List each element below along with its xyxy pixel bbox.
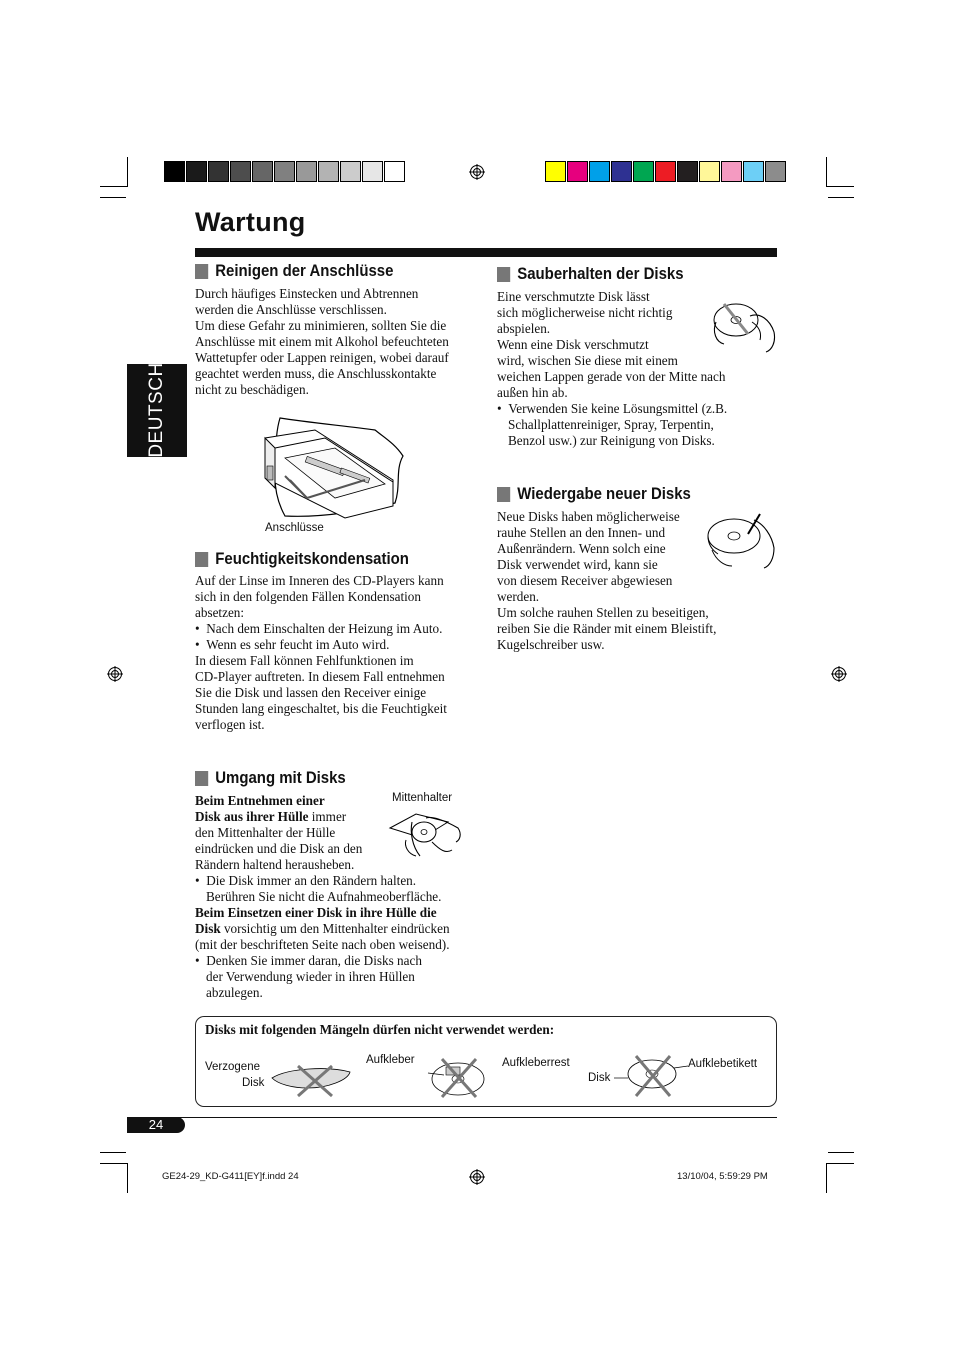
crop-mark: [826, 1163, 827, 1193]
label-warped-1: Verzogene: [205, 1061, 260, 1073]
footer-rule: [127, 1117, 777, 1118]
disk-wiping-illustration: [708, 292, 780, 354]
crop-mark: [828, 1152, 854, 1153]
process-swatch: [611, 161, 632, 182]
warped-disk-icon: [268, 1058, 354, 1100]
disk-edge-rubbing-illustration: [702, 510, 776, 572]
text-kondensation: Auf der Linse im Inneren des CD-Players kann sich in den folgenden Fällen Kondensation absetzen: • Nach dem Einschalten der Heizung im Auto. • Wenn es sehr feucht im Auto wird. In diesem Fall können Fehlfunktionen im CD-Player auftreten. In diesem Fall entnehmen Sie die Disk und lassen den Receiver einige Stunden lang eingeschaltet, bis die Feuchtigkeit verflogen ist.: [195, 573, 447, 732]
text-umgang: Beim Entnehmen einer Disk aus ihrer Hülle immer den Mittenhalter der Hülle eindrücken und die Disk an den Rändern haltend herausheben. • Die Disk immer an den Rändern halten. Berühren Sie nicht die Aufnahmeoberfläche. Beim Einsetzen einer Disk in ihre Hülle die Disk vorsichtig um den Mittenhalter eindrücken (mit der beschrifteten Seite nach oben weisend). • Denken Sie immer daran, die Disks nach der Verwendung wieder in ihren Hüllen abzulegen.: [195, 793, 450, 1000]
text-sauber: Eine verschmutzte Disk lässt sich möglicherweise nicht richtig abspielen. Wenn eine Disk verschmutzt wird, wischen Sie diese mit einem weichen Lappen gerade von der Mitte nach außen hin ab. • Verwenden Sie keine Lösungsmittel (z.B. Schallplattenreiniger, Spray, Terpentin, Benzol usw.) zur Reinigung von Disks.: [497, 289, 728, 448]
heading-square-icon: [497, 487, 510, 502]
gray-swatch: [296, 161, 317, 182]
crop-mark: [826, 157, 827, 187]
crop-mark: [127, 157, 128, 187]
crop-mark: [100, 1163, 128, 1164]
crop-mark: [828, 197, 854, 198]
heading-square-icon: [195, 264, 208, 279]
gray-swatch: [186, 161, 207, 182]
page-number: 24: [127, 1117, 185, 1133]
registration-mark-icon: [469, 164, 485, 180]
footer-file: GE24-29_KD-G411[EY]f.indd 24: [162, 1171, 299, 1182]
registration-mark-icon: [469, 1169, 485, 1185]
label-disk-icon: [612, 1052, 688, 1100]
footer-timestamp: 13/10/04, 5:59:29 PM: [677, 1171, 768, 1182]
crop-mark: [826, 1163, 854, 1164]
heading-kondensation: Feuchtigkeitskondensation: [195, 549, 409, 569]
gray-swatch: [362, 161, 383, 182]
process-swatch: [567, 161, 588, 182]
heading-umgang: Umgang mit Disks: [195, 768, 346, 788]
sticker-disk-icon: [426, 1055, 488, 1101]
label-residue: Aufkleberrest: [502, 1057, 570, 1069]
gray-swatch: [318, 161, 339, 182]
title-rule: [195, 248, 777, 257]
text-neue: Neue Disks haben möglicherweise rauhe Stellen an den Innen- und Außenrändern. Wenn solch eine Disk verwendet wird, kann sie von diesem Receiver abgewiesen werden. Um solche rauhen Stellen zu beseitigen, reiben Sie die Ränder mit einem Bleistift, Kugelschreiber usw.: [497, 509, 717, 652]
process-swatch: [765, 161, 786, 182]
gray-swatch: [230, 161, 251, 182]
crop-mark: [127, 1163, 128, 1193]
label-disk: Disk: [588, 1072, 611, 1084]
registration-mark-icon: [107, 666, 123, 682]
process-swatch: [743, 161, 764, 182]
process-swatch: [545, 161, 566, 182]
caption-mittenhalter: Mittenhalter: [392, 792, 453, 804]
page-title: Wartung: [195, 207, 306, 237]
heading-square-icon: [195, 552, 208, 567]
heading-square-icon: [497, 267, 510, 282]
caption-anschluesse: Anschlüsse: [265, 522, 324, 534]
warning-title: Disks mit folgenden Mängeln dürfen nicht verwendet werden:: [205, 1022, 555, 1037]
registration-mark-icon: [831, 666, 847, 682]
gray-swatch: [384, 161, 405, 182]
heading-square-icon: [195, 771, 208, 786]
process-swatch: [589, 161, 610, 182]
gray-swatch: [208, 161, 229, 182]
language-tab: [127, 364, 187, 457]
process-swatch: [721, 161, 742, 182]
crop-mark: [826, 186, 854, 187]
gray-swatch: [164, 161, 185, 182]
label-sticker: Aufkleber: [366, 1054, 415, 1066]
gray-swatch: [340, 161, 361, 182]
text-anschluesse: Durch häufiges Einstecken und Abtrennen werden die Anschlüsse verschlissen. Um diese Gefahr zu minimieren, sollten Sie die Anschlüsse mit einem mit Alkohol befeuchteten Wattetupfer oder Lappen reinigen, wobei darauf geachtet werden muss, die Anschlusskontakte nicht zu beschädigen.: [195, 286, 449, 397]
grayscale-color-bar: [164, 161, 406, 183]
crop-mark: [100, 186, 128, 187]
process-swatch: [677, 161, 698, 182]
process-swatch: [633, 161, 654, 182]
heading-neue: Wiedergabe neuer Disks: [497, 484, 691, 504]
heading-anschluesse: Reinigen der Anschlüsse: [195, 261, 393, 281]
gray-swatch: [252, 161, 273, 182]
language-tab-label: DEUTSCH: [146, 362, 167, 458]
heading-sauber: Sauberhalten der Disks: [497, 264, 684, 284]
process-color-bar: [545, 161, 787, 183]
gray-swatch: [274, 161, 295, 182]
label-label: Aufklebetikett: [688, 1058, 758, 1070]
crop-mark: [100, 197, 126, 198]
process-swatch: [699, 161, 720, 182]
label-warped-2: Disk: [242, 1077, 265, 1089]
crop-mark: [100, 1152, 126, 1153]
process-swatch: [655, 161, 676, 182]
connectors-illustration: [245, 408, 410, 523]
